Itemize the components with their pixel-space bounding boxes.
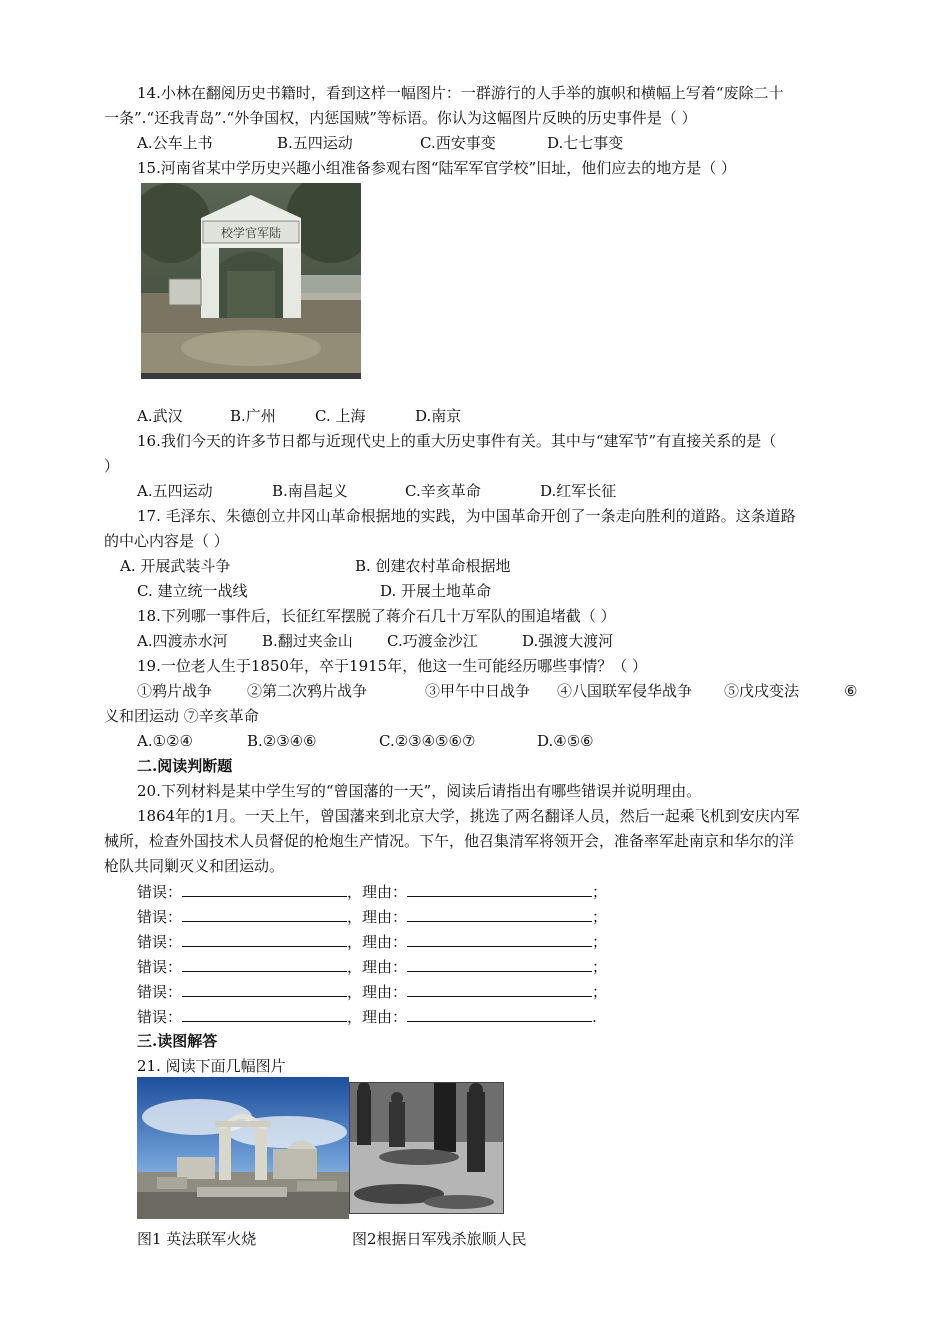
q20-para-line2: 械所，检查外国技术人员督促的枪炮生产情况。下午，他召集清军将领开会，准备率军赴南京和华尔的洋 (104, 832, 795, 850)
q19-option-c: C.②③④⑤⑥⑦ (379, 732, 476, 750)
reason-blank[interactable] (407, 980, 592, 997)
answer-row (137, 955, 897, 978)
error-label: 错误： (137, 958, 183, 976)
q19-text: 19.一位老人生于1850年，卒于1915年，他这一生可能经历哪些事情？（ ） (137, 657, 647, 675)
reason-blank[interactable] (407, 930, 592, 947)
q17-option-b: B. 创建农村革命根据地 (355, 557, 511, 575)
error-label: 错误： (137, 1008, 183, 1026)
q19-option-a: A.①②④ (137, 732, 193, 750)
q19-items-line1 (137, 680, 897, 702)
answer-row (137, 880, 897, 903)
q19-item-3: ③甲午中日战争 (425, 682, 531, 700)
academy-gate-image (141, 183, 361, 379)
q20-para-line3: 枪队共同剿灭义和团运动。 (104, 857, 285, 875)
q19-items-line2: 义和团运动 ⑦辛亥革命 (104, 707, 259, 725)
row-end: ； (592, 958, 608, 976)
q19-item-6: ⑥ (844, 682, 858, 700)
q18-options (137, 630, 897, 652)
ruins-photo (137, 1077, 349, 1219)
q14-options (137, 132, 897, 154)
q18-option-a: A.四渡赤水河 (137, 632, 228, 650)
q14-option-b: B.五四运动 (277, 134, 353, 152)
massacre-photo (349, 1082, 504, 1214)
section2-heading: 二.阅读判断题 (137, 757, 233, 775)
row-end: ； (592, 983, 608, 1001)
row-end: ； (592, 908, 608, 926)
error-blank[interactable] (182, 905, 347, 922)
q17-line2: 的中心内容是（ ） (104, 532, 229, 550)
q19-item-1: ①鸦片战争 (137, 682, 213, 700)
q16-option-a: A.五四运动 (137, 482, 213, 500)
q14-option-c: C.西安事变 (420, 134, 496, 152)
q15-option-a: A.武汉 (137, 407, 183, 425)
q18-text: 18.下列哪一事件后，长征红军摆脱了蒋介石几十万军队的围追堵截（ ） (137, 607, 616, 625)
q17-option-c: C. 建立统一战线 (137, 582, 248, 600)
row-end: . (592, 1008, 597, 1026)
q19-item-2: ②第二次鸦片战争 (247, 682, 368, 700)
q19-options (137, 730, 897, 752)
q14-line2: 一条”.“还我青岛”.“外争国权，内惩国贼”等标语。你认为这幅图片反映的历史事件是（ ） (104, 109, 697, 127)
ruins-image (137, 1077, 349, 1219)
figure2-caption: 图2根据日军残杀旅顺人民 (352, 1230, 527, 1248)
q14-line1: 14.小林在翻阅历史书籍时，看到这样一幅图片：一群游行的人手举的旗帜和横幅上写着“废除二十 (137, 84, 784, 102)
q20-text: 20.下列材料是某中学生写的“曾国藩的一天”，阅读后请指出有哪些错误并说明理由。 (137, 782, 702, 800)
q16-option-b: B.南昌起义 (272, 482, 348, 500)
q15-options (137, 405, 897, 427)
q14-option-d: D.七七事变 (547, 134, 624, 152)
reason-label: ，理由： (347, 958, 408, 976)
row-end: ； (592, 933, 608, 951)
reason-label: ，理由： (347, 983, 408, 1001)
q21-text: 21. 阅读下面几幅图片 (137, 1057, 286, 1075)
section3-heading: 三.读图解答 (137, 1032, 218, 1050)
q19-option-b: B.②③④⑥ (247, 732, 317, 750)
q19-option-d: D.④⑤⑥ (537, 732, 594, 750)
answer-row (137, 930, 897, 953)
error-label: 错误： (137, 983, 183, 1001)
q15-option-d: D.南京 (415, 407, 462, 425)
reason-blank[interactable] (407, 905, 592, 922)
error-label: 错误： (137, 933, 183, 951)
answer-row (137, 905, 897, 928)
q16-line1: 16.我们今天的许多节日都与近现代史上的重大历史事件有关。其中与“建军节”有直接关系的是（ (137, 432, 777, 450)
q18-option-c: C.巧渡金沙江 (387, 632, 478, 650)
figure1-caption: 图1 英法联军火烧 (137, 1230, 257, 1248)
answer-row (137, 1005, 897, 1028)
reason-label: ，理由： (347, 883, 408, 901)
q15-text: 15.河南省某中学历史兴趣小组准备参观右图“陆军军官学校”旧址，他们应去的地方是（ ） (137, 159, 736, 177)
row-end: ； (592, 883, 608, 901)
error-blank[interactable] (182, 955, 347, 972)
error-blank[interactable] (182, 1005, 347, 1022)
massacre-image (349, 1082, 504, 1214)
q16-option-d: D.红军长征 (540, 482, 617, 500)
q18-option-b: B.翻过夹金山 (262, 632, 353, 650)
reason-label: ，理由： (347, 933, 408, 951)
error-label: 错误： (137, 908, 183, 926)
q17-option-d: D. 开展土地革命 (380, 582, 492, 600)
q16-options (137, 480, 897, 502)
gate-sign-text: 校学官军陆 (220, 226, 282, 240)
q15-option-c: C. 上海 (315, 407, 366, 425)
q18-option-d: D.强渡大渡河 (522, 632, 614, 650)
error-label: 错误： (137, 883, 183, 901)
error-blank[interactable] (182, 930, 347, 947)
reason-label: ，理由： (347, 1008, 408, 1026)
error-blank[interactable] (182, 880, 347, 897)
reason-label: ，理由： (347, 908, 408, 926)
reason-blank[interactable] (407, 880, 592, 897)
q19-item-5: ⑤戊戌变法 (724, 682, 800, 700)
q15-option-b: B.广州 (230, 407, 276, 425)
q17-option-a: A. 开展武装斗争 (120, 557, 231, 575)
q16-line2: ） (104, 457, 120, 475)
academy-gate-photo (141, 183, 361, 379)
q20-para-line1: 1864年的1月。一天上午，曾国藩来到北京大学，挑选了两名翻译人员，然后一起乘飞机到安庆内军 (137, 807, 800, 825)
reason-blank[interactable] (407, 955, 592, 972)
q17-line1: 17. 毛泽东、朱德创立井冈山革命根据地的实践，为中国革命开创了一条走向胜利的道路。这条道路 (137, 507, 796, 525)
reason-blank[interactable] (407, 1005, 592, 1022)
q19-item-4: ④八国联军侵华战争 (557, 682, 693, 700)
error-blank[interactable] (182, 980, 347, 997)
q16-option-c: C.辛亥革命 (405, 482, 481, 500)
answer-row (137, 980, 897, 1003)
q14-option-a: A.公车上书 (137, 134, 213, 152)
